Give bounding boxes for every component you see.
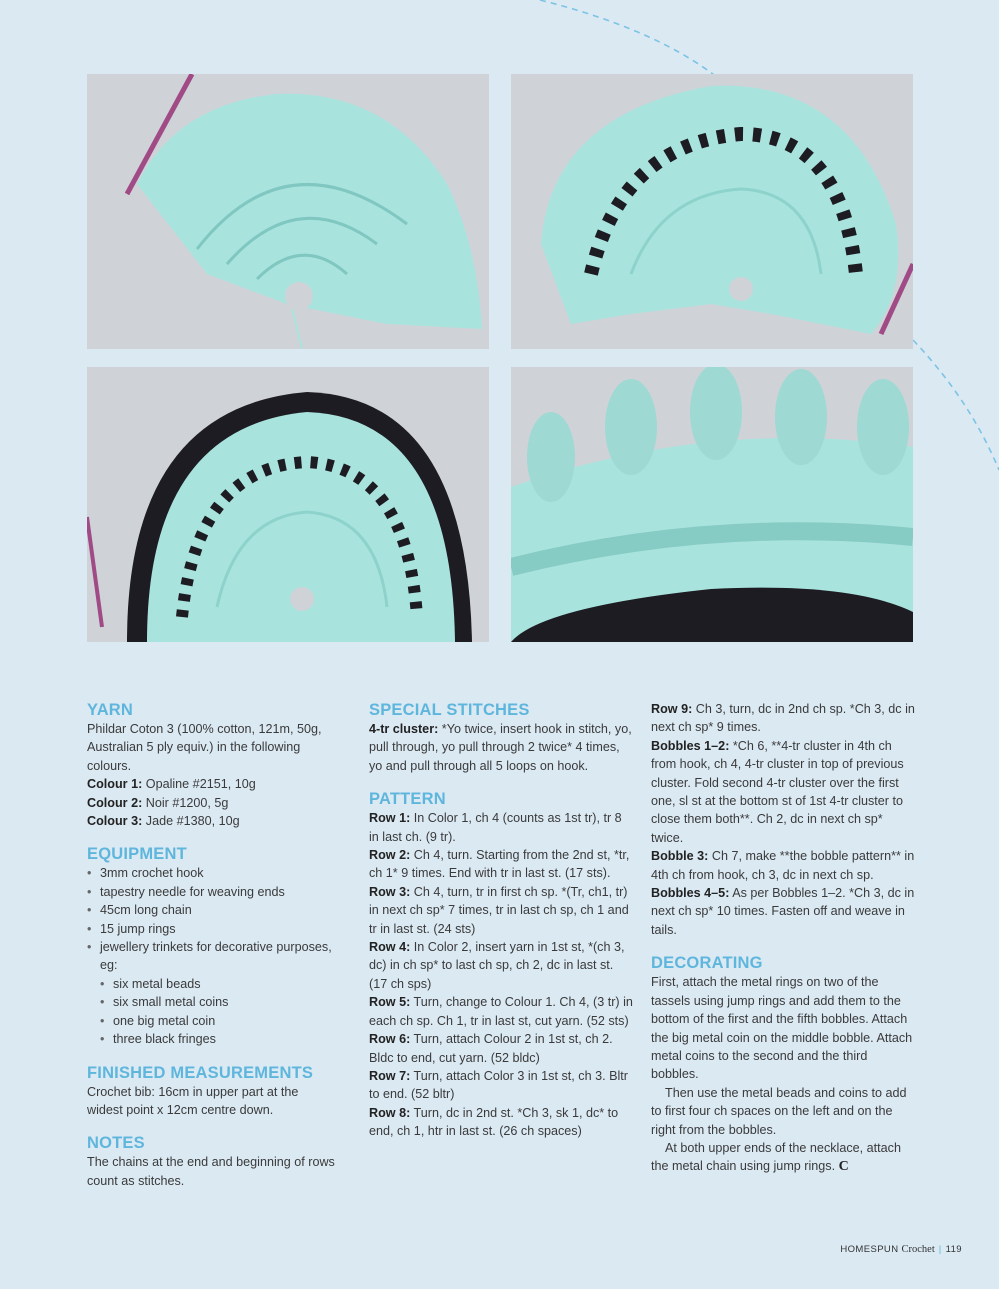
decorating-heading: DECORATING: [651, 954, 763, 973]
pattern-row: Row 4: In Color 2, insert yarn in 1st st, *(ch 3, dc) in ch sp* to last ch sp, ch 2, dc in last st. (17 ch sps): [369, 940, 625, 991]
pattern-row: Row 8: Turn, dc in 2nd st. *Ch 3, sk 1, dc* to end, ch 1, htr in last st. (26 ch spaces): [369, 1105, 619, 1139]
list-item: • six metal beads: [87, 975, 337, 993]
footer-separator: |: [938, 1244, 942, 1255]
special-heading: SPECIAL STITCHES: [369, 701, 530, 719]
magazine-name: HOMESPUN: [840, 1244, 899, 1255]
finished-measurements-section: [87, 1063, 337, 1120]
special-stitches-section: [369, 700, 633, 775]
column-1: [87, 700, 337, 1204]
trinkets-list: [87, 975, 337, 1049]
crochet-step-3-photo: [87, 367, 489, 642]
list-item: • 3mm crochet hook: [87, 864, 337, 882]
equipment-section: [87, 844, 337, 1048]
decorating-p1: First, attach the metal rings on two of the tassels using jump rings and add them to the bottom of the first and the fifth bobbles. Attach the big metal coin on the middle bobble. Attach metal coins to the second and the third bobbles.: [651, 975, 913, 1082]
colour-1: Colour 1: Opaline #2151, 10g: [87, 777, 256, 792]
equipment-list: [87, 864, 337, 974]
pattern-row: Bobbles 4–5: As per Bobbles 1–2. *Ch 3, dc in next ch sp* 10 times. Fasten off and weave in tails.: [651, 886, 915, 937]
pattern-row: Row 3: Ch 4, turn, tr in first ch sp. *(Tr, ch1, tr) in next ch sp* 7 times, tr in last ch sp, ch 1 and tr in last st. (24 sts): [369, 884, 629, 936]
pattern-row: Row 1: In Color 1, ch 4 (counts as 1st tr), tr 8 in last ch. (9 tr).: [369, 811, 622, 844]
yarn-section: [87, 700, 337, 830]
page-number: 119: [945, 1244, 962, 1255]
yarn-heading: YARN: [87, 701, 134, 719]
crochet-step-2-photo: [511, 74, 913, 349]
pattern-row: Row 2: Ch 4, turn. Starting from the 2nd st, *tr, ch 1* 9 times. End with tr in last st. (17 sts).: [369, 848, 630, 881]
colour-3: Colour 3: Jade #1380, 10g: [87, 814, 240, 829]
pattern-section: [369, 789, 633, 1140]
finished-heading: FINISHED MEASUREMENTS: [87, 1063, 314, 1082]
finished-text: Crochet bib: 16cm in upper part at the widest point x 12cm centre down.: [87, 1084, 299, 1117]
crochet-step-1-photo: [87, 74, 489, 349]
equipment-heading: EQUIPMENT: [87, 845, 187, 864]
list-item: • 45cm long chain: [87, 901, 337, 919]
pattern-row: Row 9: Ch 3, turn, dc in 2nd ch sp. *Ch 3, dc in next ch sp* 9 times.: [651, 702, 915, 735]
notes-heading: NOTES: [87, 1134, 145, 1153]
list-item: • six small metal coins: [87, 993, 337, 1011]
list-item: • jewellery trinkets for decorative purposes, eg:: [87, 938, 337, 975]
crochet-step-4-photo: [511, 367, 913, 642]
list-item: • three black fringes: [87, 1030, 337, 1048]
pattern-row: Row 7: Turn, attach Color 3 in 1st st, ch 3. Bltr to end. (52 bltr): [369, 1068, 628, 1102]
list-item: • tapestry needle for weaving ends: [87, 883, 337, 901]
yarn-intro: Phildar Coton 3 (100% cotton, 121m, 50g, Australian 5 ply equiv.) in the following colours.: [87, 722, 322, 773]
pattern-row: Bobbles 1–2: *Ch 6, **4-tr cluster in 4th ch from hook, ch 4, 4-tr cluster in top of previous cluster. Fold second 4-tr cluster over the first one, sl st at the bottom st of 1st 4-tr cluster to close them both**. Ch 2, dc in next ch sp* twice.: [651, 738, 904, 845]
pattern-row: Row 6: Turn, attach Colour 2 in 1st st, ch 2. Bldc to end, cut yarn. (52 bldc): [369, 1032, 613, 1065]
end-mark: C: [838, 1159, 849, 1175]
colour-2: Colour 2: Noir #1200, 5g: [87, 795, 229, 810]
column-2: [369, 700, 633, 1155]
special-text: 4-tr cluster: *Yo twice, insert hook in stitch, yo, pull through, yo pull through 2 twice* 4 times, yo and pull through all 5 loops on hook.: [369, 722, 632, 773]
pattern-heading: PATTERN: [369, 790, 446, 809]
list-item: • 15 jump rings: [87, 920, 337, 938]
decorating-p2: Then use the metal beads and coins to add to first four ch spaces on the left and on the right from the bobbles.: [651, 1085, 907, 1137]
magazine-section: Crochet: [901, 1244, 935, 1255]
notes-text: The chains at the end and beginning of rows count as stitches.: [87, 1155, 335, 1188]
decorating-p3: At both upper ends of the necklace, attach the metal chain using jump rings. C: [651, 1140, 901, 1175]
column-3: [651, 700, 917, 1191]
decorating-section: [651, 953, 917, 1176]
page-footer: [840, 1244, 962, 1255]
pattern-continued: [651, 700, 917, 939]
list-item: • one big metal coin: [87, 1012, 337, 1030]
notes-section: [87, 1133, 337, 1190]
pattern-row: Bobble 3: Ch 7, make **the bobble pattern** in 4th ch from hook, ch 3, dc in next ch sp.: [651, 849, 915, 882]
pattern-row: Row 5: Turn, change to Colour 1. Ch 4, (3 tr) in each ch sp. Ch 1, tr in last st, cut yarn. (52 sts): [369, 995, 633, 1028]
